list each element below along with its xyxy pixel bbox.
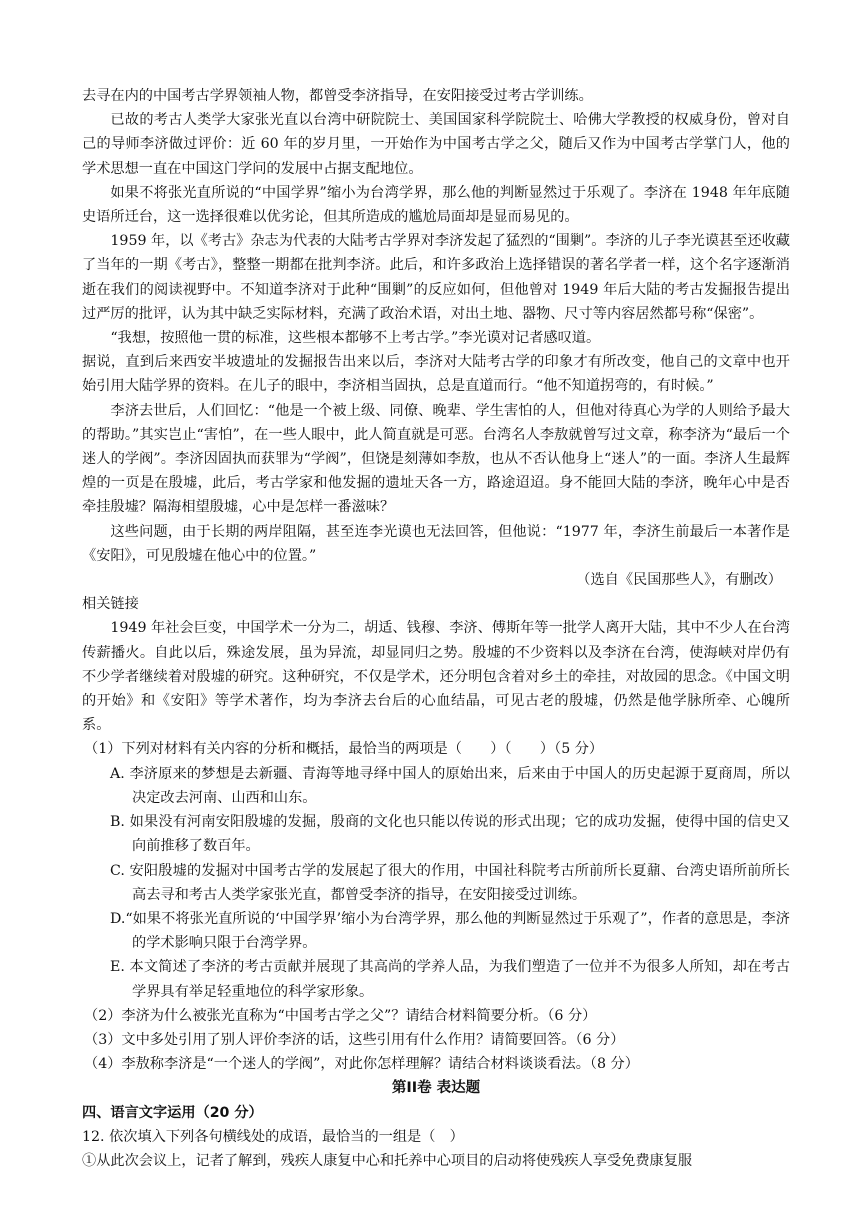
paragraph: 据说，直到后来西安半坡遗址的发掘报告出来以后，李济对大陆考古学的印象才有所改变，他自己的文章中也开始引用大陆学界的资料。在儿子的眼中，李济相当固执，总是直道而行。“他不知道拐弯的，有时候。” — [82, 354, 790, 395]
option-c: C. 安阳殷墟的发掘对中国考古学的发展起了很大的作用，中国社科院考古所前所长夏鼐、台湾史语所前所长高去寻和考古人类学家张光直，都曾受李济的指导，在安阳接受过训练。 — [110, 862, 790, 903]
paragraph: 这些问题，由于长期的两岸阻隔，甚至连李光谟也无法回答，但他说：“1977 年，李济生前最后一本著作是《安阳》，可见殷墟在他心中的位置。” — [82, 523, 790, 564]
question-3: （3）文中多处引用了别人评价李济的话，这些引用有什么作用？请简要回答。（6 分） — [84, 1031, 625, 1048]
question-4: （4）李敖称李济是“一个迷人的学阀”，对此你怎样理解？请结合材料谈谈看法。（8 分） — [84, 1056, 639, 1073]
paragraph: “我想，按照他一贯的标准，这些根本都够不上考古学。”李光谟对记者感叹道。 — [110, 330, 601, 347]
section-title: 第II卷 表达题 — [391, 1080, 481, 1097]
document-page — [82, 84, 790, 1173]
paragraph: 如果不将张光直所说的“中国学界”缩小为台湾学界，那么他的判断显然过于乐观了。李济在 1948 年年底随史语所迁台，这一选择很难以优劣论，但其所造成的尴尬局面却是显而易见的。 — [82, 184, 790, 226]
option-d: D.“如果不将张光直所说的‘中国学界’缩小为台湾学界，那么他的判断显然过于乐观了”，作者的意思是，李济的学术影响只限于台湾学界。 — [110, 910, 790, 952]
source-citation: （选自《民国那些人》，有删改） — [576, 572, 782, 589]
question-12-item-1: ①从此次会议上，记者了解到，残疾人康复中心和托养中心项目的启动将使残疾人享受免费康复服 — [82, 1152, 693, 1169]
paragraph: 李济去世后，人们回忆：“他是一个被上级、同僚、晚辈、学生害怕的人，但他对待真心为学的人则给予最大的帮助。”其实岂止“害怕”，在一些人眼中，此人简直就是可恶。台湾名人李敖就曾写过文章，称李济为“最后一个迷人的学阀”。李济因固执而获罪为“学阀”，但饶是刻薄如李敖，也从不否认他身上“迷人”的一面。李济人生最辉煌的一页是在殷墟，此后，考古学家和他发掘的遗址天各一方，路途迢迢。身不能回大陆的李济，晚年心中是否牵挂殷墟？隔海相望殷墟，心中是怎样一番滋味？ — [82, 402, 790, 516]
option-b: B. 如果没有河南安阳殷墟的发掘，殷商的文化也只能以传说的形式出现；它的成功发掘，使得中国的信史又向前推移了数百年。 — [110, 814, 790, 855]
question-2: （2）李济为什么被张光直称为“中国考古学之父”？请结合材料简要分析。（6 分） — [84, 1007, 597, 1024]
question-1: （1）下列对材料有关内容的分析和概括，最恰当的两项是（ ）（ ）（5 分） — [84, 741, 604, 758]
question-12: 12. 依次填入下列各句横线处的成语，最恰当的一组是（ ） — [82, 1128, 464, 1145]
paragraph: 已故的考古人类学大家张光直以台湾中研院院士、美国国家科学院院士、哈佛大学教授的权威身份，曾对自己的导师李济做过评价：近 60 年的岁月里，一开始作为中国考古学之父，随后又作为中国考古学掌门人，他的学术思想一直在中国这门学问的发展中占据支配地位。 — [82, 112, 790, 177]
section-heading: 四、语言文字运用（20 分） — [82, 1104, 263, 1121]
option-e: E. 本文简述了李济的考古贡献并展现了其高尚的学养人品，为我们塑造了一位并不为很多人所知，却在考古学界具有举足轻重地位的科学家形象。 — [110, 959, 790, 1000]
related-link-text: 1949 年社会巨变，中国学术一分为二，胡适、钱穆、李济、傅斯年等一批学人离开大陆，其中不少人在台湾传薪播火。自此以后，殊途发展，虽为异流，却显同归之势。殷墟的不少资料以及李济在台湾，使海峡对岸仍有不少学者继续着对殷墟的研究。这种研究，不仅是学术，还分明包含着对乡土的牵挂，对故园的思念。《中国文明的开始》和《安阳》等学术著作，均为李济去台后的心血结晶，可见古老的殷墟，仍然是他学脉所牵、心魄所系。 — [82, 620, 790, 734]
paragraph: 1959 年，以《考古》杂志为代表的大陆考古学界对李济发起了猛烈的“围剿”。李济的儿子李光谟甚至还收藏了当年的一期《考古》，整整一期都在批判李济。此后，和许多政治上选择错误的著名学者一样，这个名字逐渐消逝在我们的阅读视野中。不知道李济对于此种“围剿”的反应如何，但他曾对 1949 年后大陆的考古发掘报告提出过严厉的批评，认为其中缺乏实际材料，充满了政治术语，对出土地、器物、尺寸等内容居然都号称“保密”。 — [82, 233, 790, 322]
option-a: A. 李济原来的梦想是去新疆、青海等地寻绎中国人的原始出来，后来由于中国人的历史起源于夏商周，所以决定改去河南、山西和山东。 — [110, 765, 790, 806]
paragraph: 去寻在内的中国考古学界领袖人物，都曾受李济指导，在安阳接受过考古学训练。 — [82, 88, 593, 104]
related-link-title: 相关链接 — [82, 596, 139, 613]
